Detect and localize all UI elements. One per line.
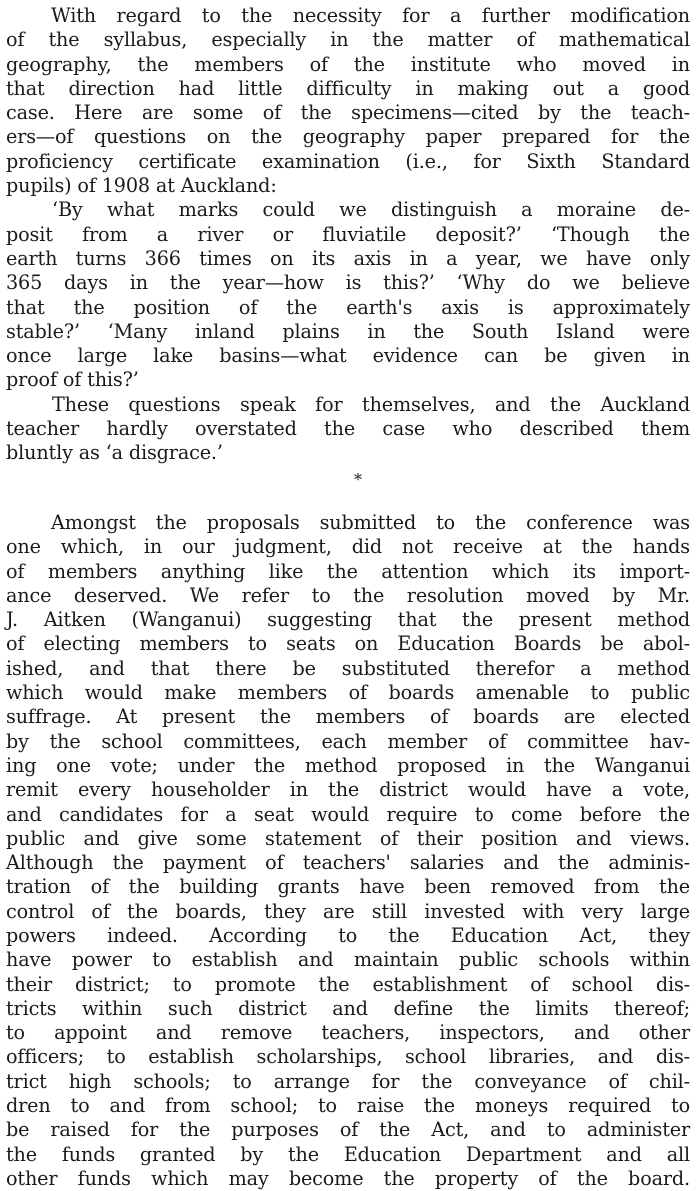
paragraph-mathematical-geography — [6, 4, 690, 198]
text-line: geography, the members of the institute who moved in — [6, 52, 690, 76]
text-line: ers—of questions on the geography paper prepared for the — [6, 125, 690, 149]
text-line: ‘By what marks could we distinguish a moraine de- — [52, 198, 690, 222]
text-line: trict high schools; to arrange for the conveyance of chil- — [6, 1069, 690, 1093]
text-line: ance deserved. We refer to the resolution moved by Mr. — [6, 583, 690, 607]
text-line: powers indeed. According to the Education Act, they — [6, 923, 690, 947]
paragraph-education-boards — [6, 511, 690, 1191]
text-line: case. Here are some of the specimens—cited by the teach- — [6, 101, 690, 125]
text-line: Although the payment of teachers' salaries and the adminis- — [6, 851, 690, 875]
spacer — [6, 490, 690, 511]
text-line: one which, in our judgment, did not receive at the hands — [6, 535, 690, 559]
text-line: of electing members to seats on Education Boards be abol- — [6, 632, 690, 656]
text-line: J. Aitken (Wanganui) suggesting that the present method — [6, 608, 690, 632]
text-line: by the school committees, each member of committee hav- — [6, 729, 690, 753]
text-line: the funds granted by the Education Department and all — [6, 1142, 690, 1166]
text-line: once large lake basins—what evidence can be given in — [6, 344, 690, 368]
text-line: Amongst the proposals submitted to the conference was — [51, 510, 690, 534]
text-line: public and give some statement of their position and views. — [6, 826, 690, 850]
text-line: have power to establish and maintain public schools within — [6, 948, 690, 972]
text-line: tration of the building grants have been removed from the — [6, 875, 690, 899]
text-line: control of the boards, they are still invested with very large — [6, 899, 690, 923]
text-line: These questions speak for themselves, and the Auckland — [52, 392, 690, 416]
text-line: to appoint and remove teachers, inspectors, and other — [6, 1021, 690, 1045]
text-line: which would make members of boards amenable to public — [6, 681, 690, 705]
text-line: teacher hardly overstated the case who described them — [6, 417, 690, 441]
text-line: that direction had little difficulty in making out a good — [6, 76, 690, 100]
text-line: stable?’ ‘Many inland plains in the South Island were — [6, 319, 690, 343]
text-line: pupils) of 1908 at Auckland: — [6, 174, 277, 198]
text-line: officers; to establish scholarships, school libraries, and dis- — [6, 1045, 690, 1069]
text-line: ished, and that there be substituted therefor a method — [6, 656, 690, 680]
text-line: With regard to the necessity for a further modification — [51, 4, 690, 27]
section-separator-asterisk: * — [354, 469, 362, 489]
text-line: of members anything like the attention which its import- — [6, 559, 690, 583]
text-line: suffrage. At present the members of boards are elected — [6, 705, 690, 729]
text-line: proficiency certificate examination (i.e., for Sixth Standard — [6, 149, 690, 173]
text-line: earth turns 366 times on its axis in a year, we have only — [6, 246, 690, 270]
text-line: of the syllabus, especially in the matter of mathematical — [6, 28, 690, 52]
text-line: proof of this?’ — [6, 368, 139, 392]
text-line: remit every householder in the district would have a vote, — [6, 778, 690, 802]
text-line: tricts within such district and define the limits thereof; — [6, 996, 690, 1020]
text-line: dren to and from school; to raise the moneys required to — [6, 1094, 690, 1118]
paragraph-auckland-teacher — [6, 393, 690, 466]
text-line: posit from a river or fluviatile deposit?’ ‘Though the — [6, 222, 690, 246]
text-line: 365 days in the year—how is this?’ ‘Why do we believe — [6, 271, 690, 295]
text-line: and candidates for a seat would require to come before the — [6, 802, 690, 826]
text-line: ing one vote; under the method proposed in the Wanganui — [6, 753, 690, 777]
text-line: bluntly as ‘a disgrace.’ — [6, 441, 223, 465]
text-line: be raised for the purposes of the Act, and to administer — [6, 1118, 690, 1142]
text-line: other funds which may become the property of the board. — [6, 1166, 690, 1190]
text-line: their district; to promote the establishment of school dis- — [6, 972, 690, 996]
paragraph-exam-questions — [6, 198, 690, 392]
text-line: that the position of the earth's axis is approximately — [6, 295, 690, 319]
